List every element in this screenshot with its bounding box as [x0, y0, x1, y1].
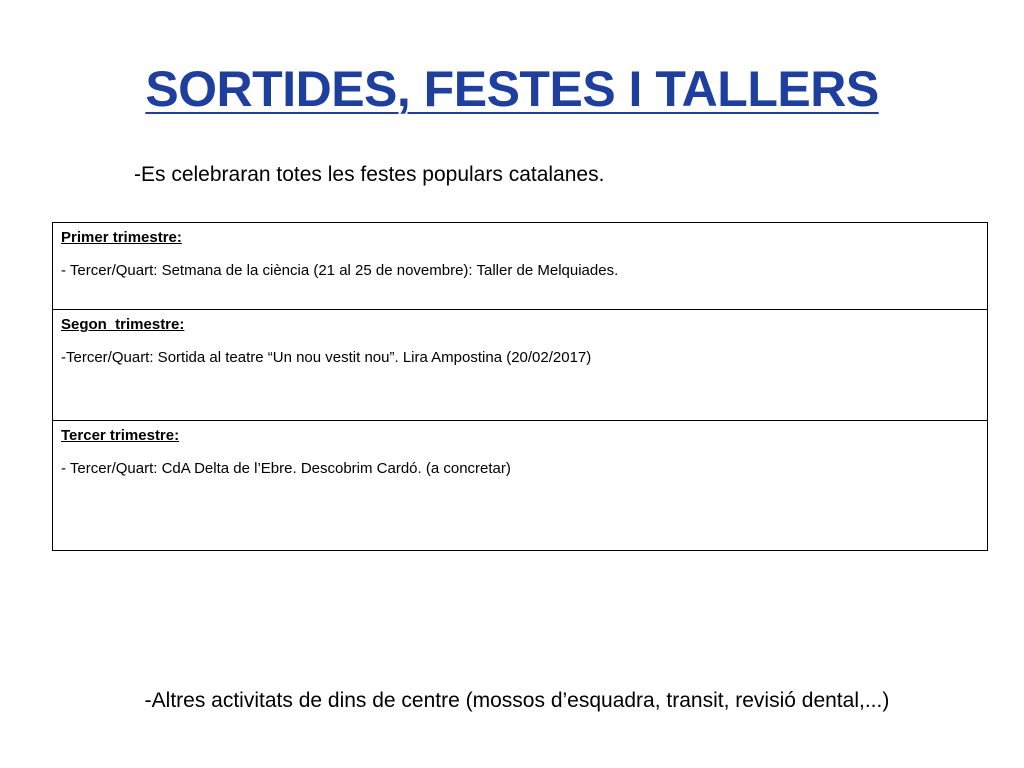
- trimester-activity: - Tercer/Quart: CdA Delta de l’Ebre. Descobrim Cardó. (a concretar): [61, 460, 511, 477]
- trimester-row-second: [53, 310, 987, 421]
- slide-title-text: SORTIDES, FESTES I TALLERS: [145, 61, 879, 117]
- trimester-heading: Tercer trimestre:: [61, 427, 180, 444]
- trimester-table: [52, 222, 988, 551]
- trimester-row-third: [53, 421, 987, 550]
- trimester-heading: Segon trimestre:: [61, 316, 185, 333]
- slide-title: [0, 60, 1024, 118]
- footer-text: -Altres activitats de dins de centre (mossos d’esquadra, transit, revisió dental,...): [144, 689, 890, 712]
- trimester-heading: Primer trimestre:: [61, 229, 182, 246]
- trimester-row-first: [53, 223, 987, 310]
- trimester-activity: - Tercer/Quart: Setmana de la ciència (21 al 25 de novembre): Taller de Melquiades.: [61, 262, 619, 279]
- trimester-activity: -Tercer/Quart: Sortida al teatre “Un nou vestit nou”. Lira Ampostina (20/02/2017): [61, 349, 592, 366]
- intro-text: -Es celebraran totes les festes populars catalanes.: [134, 163, 605, 186]
